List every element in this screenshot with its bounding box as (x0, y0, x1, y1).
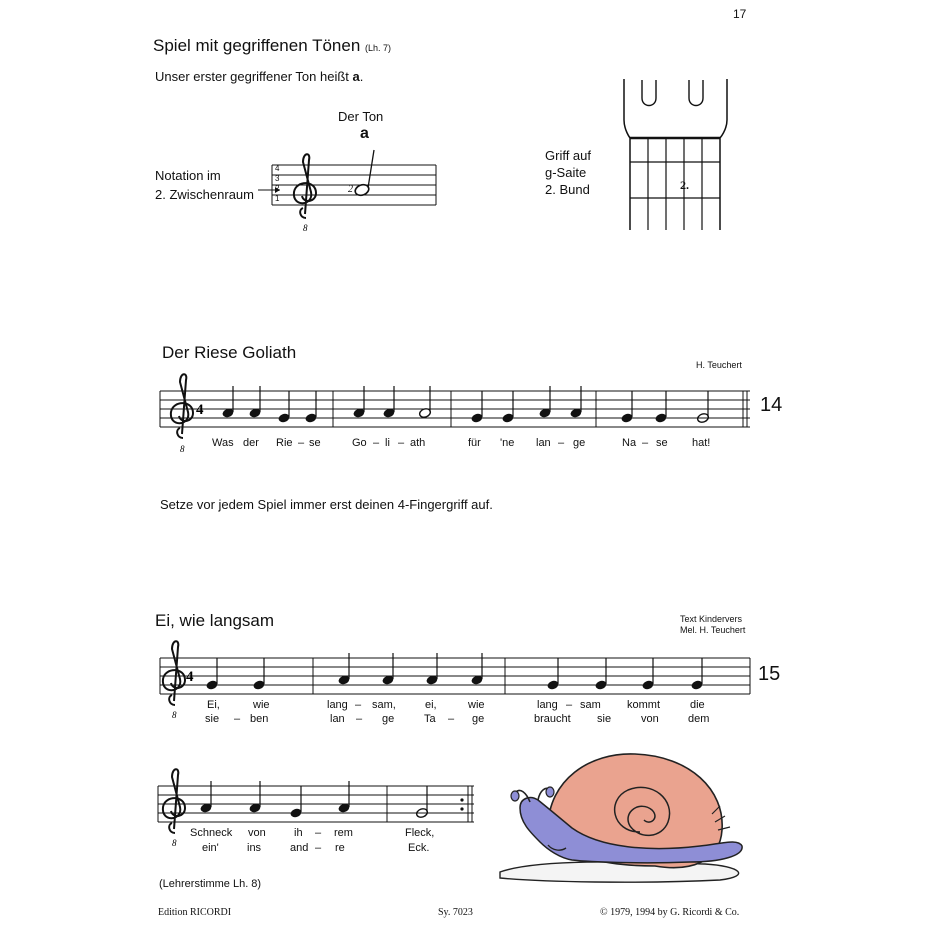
lyric: Eck. (408, 842, 430, 854)
ground-mound (500, 862, 739, 882)
lyric: – (315, 827, 322, 839)
time-signature: 4 (196, 402, 204, 418)
notation-line2: 2. Zwischenraum (155, 187, 254, 202)
lyric: Schneck (190, 827, 233, 839)
lyric: ei, (425, 699, 437, 711)
griff-line3: 2. Bund (545, 182, 590, 197)
lyric: ge (472, 713, 485, 725)
lyric: re (335, 842, 345, 854)
lyric: – (373, 437, 380, 449)
song15-title: Ei, wie langsam (155, 611, 275, 630)
space-number-2: 2 (275, 184, 280, 193)
lyric: li (385, 437, 390, 449)
space-number-1: 1 (275, 194, 280, 203)
space-number-3: 3 (275, 174, 280, 183)
intro-suffix: . (359, 69, 364, 84)
intro-note: a (352, 69, 360, 84)
lyric: ih (294, 827, 303, 839)
finger-number: 2 (348, 184, 353, 195)
song15-credit-mel: Mel. H. Teuchert (680, 625, 746, 635)
footer-catalog: Sy. 7023 (438, 907, 473, 918)
lyric: braucht (534, 713, 571, 725)
der-ton-label: Der Ton (338, 109, 384, 124)
lyric: Ta (424, 713, 436, 725)
footer-publisher: Edition RICORDI (158, 907, 232, 918)
lyric: ge (382, 713, 395, 725)
lyric: se (309, 437, 321, 449)
lyric: – (566, 699, 573, 711)
lyric: sie (597, 713, 612, 725)
instruction-text: Setze vor jedem Spiel immer erst deinen 4-Fingergriff auf. (160, 497, 493, 512)
lyric: ge (573, 437, 586, 449)
clef-octave-8: 8 (172, 710, 177, 720)
snail-eye-right (546, 787, 554, 797)
lyric: – (298, 437, 305, 449)
lyric: der (243, 437, 259, 449)
song15-credit-text: Text Kindervers (680, 614, 743, 624)
lyric: – (356, 713, 363, 725)
song14-title: Der Riese Goliath (162, 343, 297, 362)
lyric: and (290, 842, 309, 854)
lyric: Was (212, 437, 234, 449)
lyric: von (248, 827, 266, 839)
song14-composer: H. Teuchert (696, 360, 742, 370)
fret-mark: 2. (680, 178, 689, 192)
lyric: ath (410, 437, 426, 449)
lyric: wie (253, 699, 270, 711)
lyric: Fleck, (405, 827, 435, 839)
lyric: dem (688, 713, 710, 725)
section-title-ref: (Lh. 7) (365, 43, 392, 53)
lyric: – (234, 713, 241, 725)
clef-octave-8: 8 (303, 223, 308, 233)
space-number-4: 4 (275, 164, 280, 173)
section-title-text: Spiel mit gegriffenen Tönen (153, 36, 361, 55)
notation-line1: Notation im (155, 168, 221, 183)
lyric: kommt (627, 699, 660, 711)
footer-copyright: © 1979, 1994 by G. Ricordi & Co. (600, 907, 740, 918)
lyric: – (558, 437, 565, 449)
lyric: Ei, (207, 699, 220, 711)
lyric: – (642, 437, 649, 449)
lyric: – (355, 699, 362, 711)
page-number: 17 (733, 7, 747, 21)
lyric: sam, (372, 699, 396, 711)
der-ton-note: a (360, 125, 369, 142)
song15-number: 15 (758, 663, 781, 685)
intro-prefix: Unser erster gegriffener Ton heißt (155, 69, 353, 84)
lyric: rem (334, 827, 353, 839)
lyric: ein' (202, 842, 219, 854)
lyric: lang (537, 699, 558, 711)
clef-octave-8: 8 (172, 838, 177, 848)
lyric: – (448, 713, 455, 725)
lyric: lan (330, 713, 345, 725)
lyric: Rie (276, 437, 293, 449)
lyric: ins (247, 842, 262, 854)
lyric: lan (536, 437, 551, 449)
lyric: – (315, 842, 322, 854)
lyric: sie (205, 713, 220, 725)
lyric: für (468, 437, 481, 449)
lyric: wie (468, 699, 485, 711)
griff-line2: g-Saite (545, 165, 587, 180)
lyric: se (656, 437, 668, 449)
lyric: ben (250, 713, 269, 725)
lyric: 'ne (500, 437, 515, 449)
snail-eye-left (511, 791, 519, 801)
lyric: – (398, 437, 405, 449)
lyric: sam (580, 699, 601, 711)
lyric: von (641, 713, 659, 725)
griff-line1: Griff auf (545, 148, 592, 163)
lyric: lang (327, 699, 348, 711)
lyric: Go (352, 437, 367, 449)
lyric: die (690, 699, 705, 711)
teacher-note: (Lehrerstimme Lh. 8) (159, 878, 262, 890)
lyric: hat! (692, 437, 711, 449)
song14-number: 14 (760, 394, 783, 416)
lyric: Na (622, 437, 637, 449)
clef-octave-8: 8 (180, 444, 185, 454)
time-signature: 4 (186, 669, 194, 685)
